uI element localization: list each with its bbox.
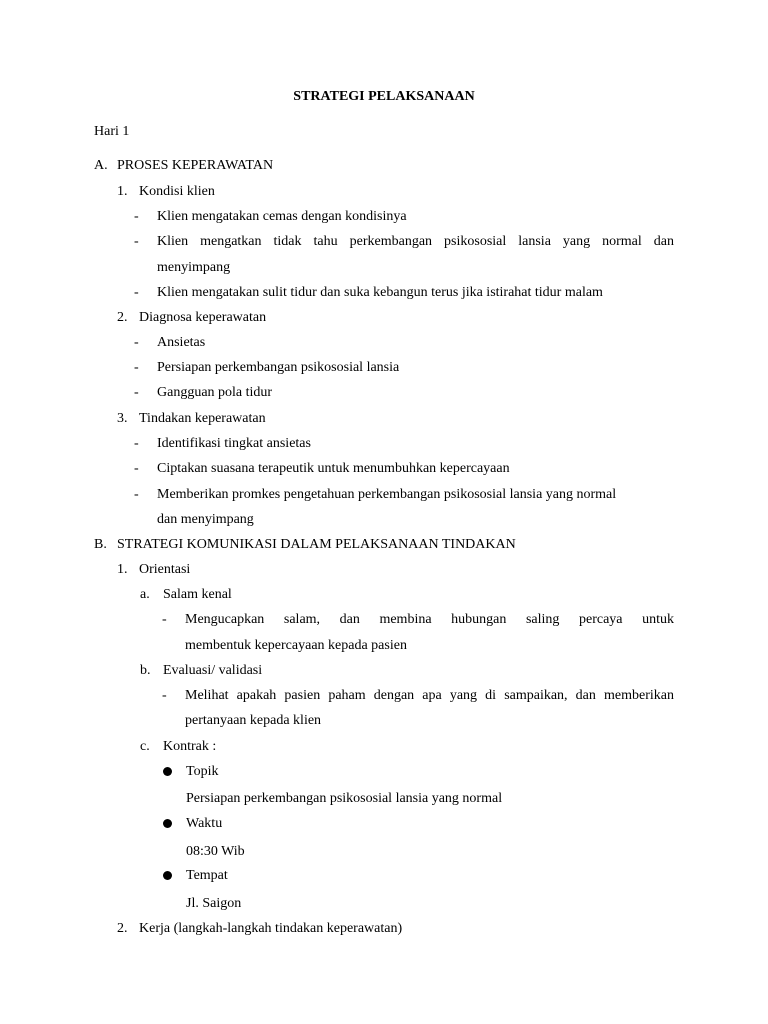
bullet-dot-icon bbox=[163, 819, 172, 828]
item-a3-label: Tindakan keperawatan bbox=[139, 411, 266, 426]
dash: - bbox=[134, 234, 139, 249]
dash: - bbox=[134, 335, 139, 350]
item-a2-label: Diagnosa keperawatan bbox=[139, 310, 267, 325]
kontrak-waktu-label: Waktu bbox=[186, 816, 223, 831]
dash: - bbox=[134, 461, 139, 476]
kontrak-topik-value: Persiapan perkembangan psikososial lansia yang normal bbox=[186, 791, 503, 806]
bullet-text: Identifikasi tingkat ansietas bbox=[157, 436, 311, 451]
sub-c-label: Kontrak : bbox=[163, 739, 217, 754]
bullet-text: Klien mengatakan cemas dengan kondisinya bbox=[157, 209, 407, 224]
bullet-text: Ansietas bbox=[157, 335, 206, 350]
bullet-text: Persiapan perkembangan psikososial lansia bbox=[157, 360, 400, 375]
day-label: Hari 1 bbox=[94, 124, 130, 139]
dash: - bbox=[134, 360, 139, 375]
item-a1-label: Kondisi klien bbox=[139, 184, 215, 199]
dash: - bbox=[134, 209, 139, 224]
dash: - bbox=[162, 688, 167, 703]
section-a-heading: PROSES KEPERAWATAN bbox=[117, 158, 274, 173]
section-a-marker: A. bbox=[94, 158, 108, 173]
kontrak-tempat-label: Tempat bbox=[186, 868, 228, 883]
sub-a-text-continuation: membentuk kepercayaan kepada pasien bbox=[185, 638, 407, 653]
sub-b-text-continuation: pertanyaan kepada klien bbox=[185, 713, 322, 728]
sub-a-label: Salam kenal bbox=[163, 587, 232, 602]
kontrak-tempat-value: Jl. Saigon bbox=[186, 896, 242, 911]
sub-c-marker: c. bbox=[140, 739, 150, 754]
sub-a-text: Mengucapkan salam, dan membina hubungan saling percaya untuk bbox=[185, 612, 674, 627]
kontrak-waktu-value: 08:30 Wib bbox=[186, 844, 245, 859]
item-a3-marker: 3. bbox=[117, 411, 128, 426]
bullet-text: Klien mengatkan tidak tahu perkembangan psikososial lansia yang normal dan bbox=[157, 234, 674, 249]
dash: - bbox=[134, 285, 139, 300]
item-a1-marker: 1. bbox=[117, 184, 128, 199]
sub-b-text: Melihat apakah pasien paham dengan apa yang di sampaikan, dan memberikan bbox=[185, 688, 674, 703]
dash: - bbox=[134, 385, 139, 400]
bullet-text: Gangguan pola tidur bbox=[157, 385, 273, 400]
kontrak-topik-label: Topik bbox=[186, 764, 219, 779]
bullet-dot-icon bbox=[163, 871, 172, 880]
section-b-heading: STRATEGI KOMUNIKASI DALAM PELAKSANAAN TINDAKAN bbox=[117, 537, 516, 552]
sub-b-label: Evaluasi/ validasi bbox=[163, 663, 263, 678]
dash: - bbox=[134, 436, 139, 451]
dash: - bbox=[134, 487, 139, 502]
sub-b-marker: b. bbox=[140, 663, 151, 678]
bullet-text-continuation: menyimpang bbox=[157, 260, 231, 275]
section-b-marker: B. bbox=[94, 537, 107, 552]
bullet-text: Ciptakan suasana terapeutik untuk menumbuhkan kepercayaan bbox=[157, 461, 510, 476]
bullet-dot-icon bbox=[163, 767, 172, 776]
bullet-text-continuation: dan menyimpang bbox=[157, 512, 254, 527]
item-b2-label: Kerja (langkah-langkah tindakan keperawatan) bbox=[139, 921, 403, 936]
sub-a-marker: a. bbox=[140, 587, 150, 602]
item-b1-marker: 1. bbox=[117, 562, 128, 577]
document-title: STRATEGI PELAKSANAAN bbox=[293, 89, 475, 104]
bullet-text: Memberikan promkes pengetahuan perkembangan psikososial lansia yang normal bbox=[157, 487, 617, 502]
item-b2-marker: 2. bbox=[117, 921, 128, 936]
item-a2-marker: 2. bbox=[117, 310, 128, 325]
bullet-text: Klien mengatakan sulit tidur dan suka kebangun terus jika istirahat tidur malam bbox=[157, 285, 603, 300]
item-b1-label: Orientasi bbox=[139, 562, 191, 577]
dash: - bbox=[162, 612, 167, 627]
